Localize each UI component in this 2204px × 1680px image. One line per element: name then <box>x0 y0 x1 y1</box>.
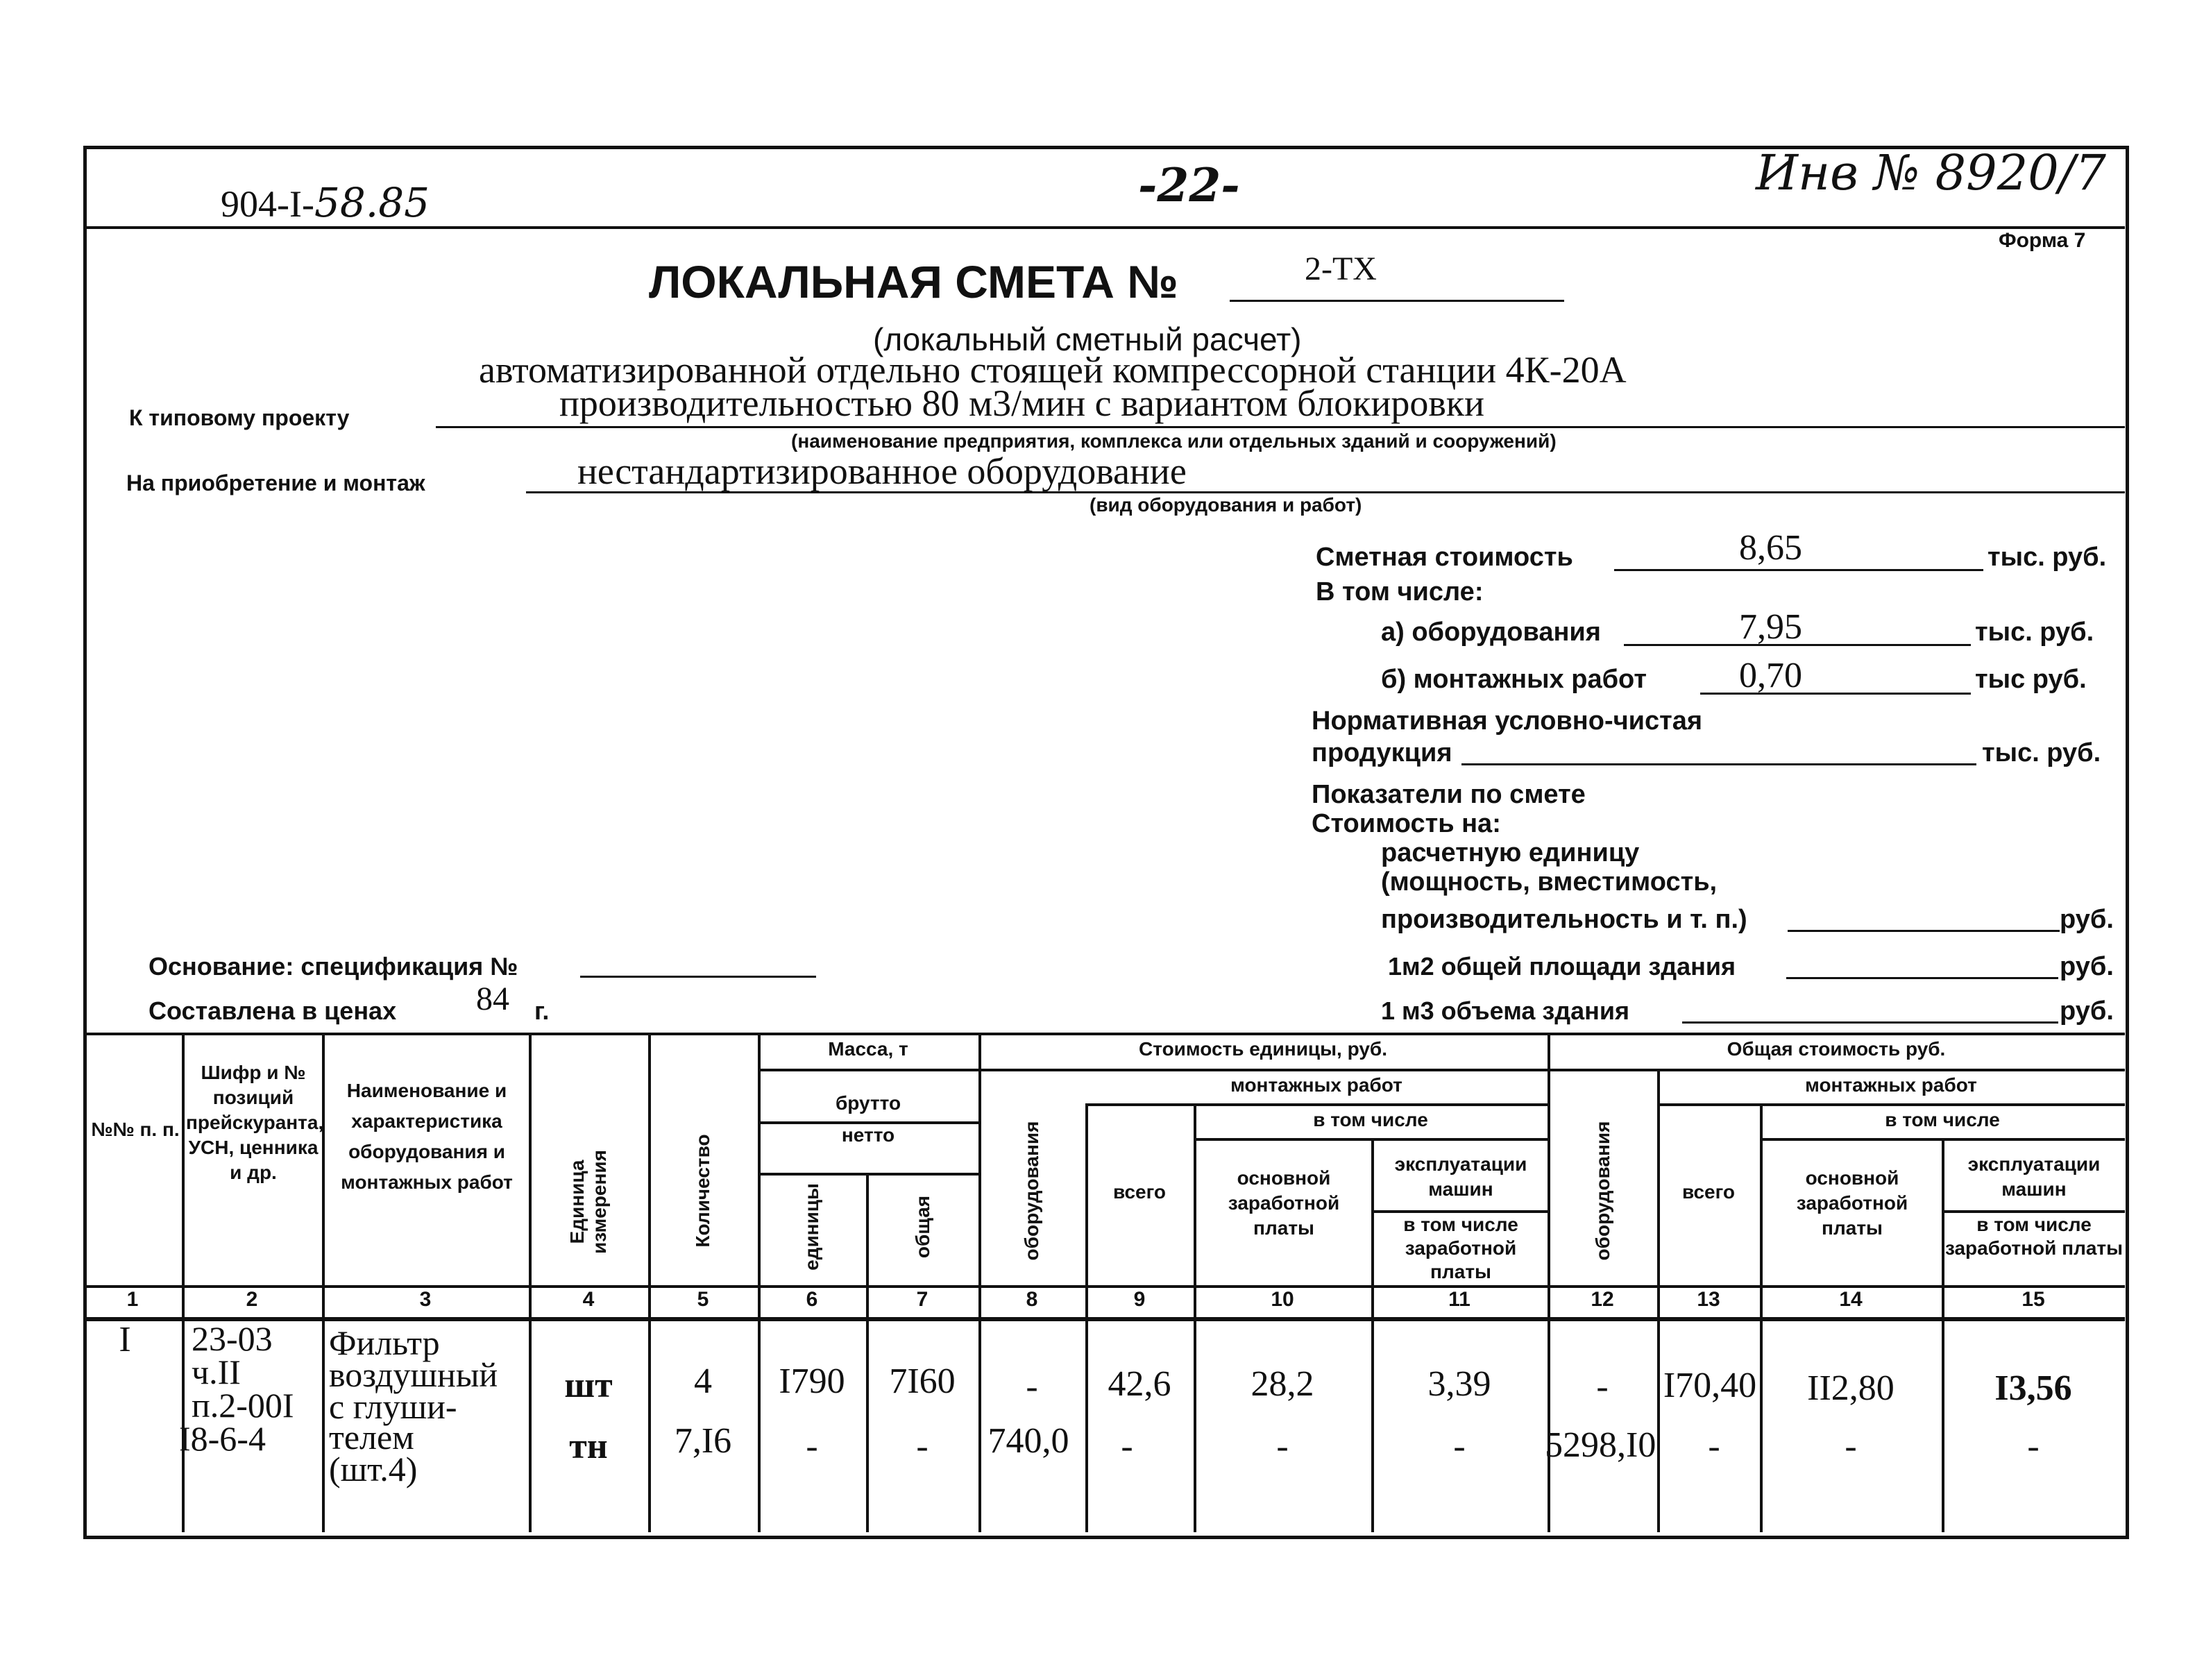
row-wage-1: 28,2 <box>1251 1364 1314 1404</box>
installation-value: 0,70 <box>1739 656 1802 695</box>
equipment-line <box>1624 644 1971 646</box>
colnum-4: 4 <box>582 1288 595 1311</box>
colnum-7: 7 <box>916 1288 929 1311</box>
h-brutto: брутто <box>835 1092 901 1114</box>
h-qty: Количество <box>692 1134 713 1248</box>
col-line-2 <box>322 1033 325 1532</box>
row-code-1: 23-03 <box>192 1319 273 1358</box>
colnum-6: 6 <box>806 1288 818 1311</box>
project-code <box>221 179 430 226</box>
row-tinst-1: I70,40 <box>1663 1366 1757 1405</box>
row-tmach-2: - <box>2027 1427 2040 1466</box>
colnum-10: 10 <box>1271 1288 1294 1311</box>
row-twage-1: II2,80 <box>1807 1368 1894 1408</box>
project-line <box>436 426 2125 428</box>
mass-sub-line <box>758 1069 978 1071</box>
prices-label: Составлена в ценах <box>149 996 397 1025</box>
title-subtitle: (локальный сметный расчет) <box>873 321 1302 357</box>
row-tinst-2: - <box>1708 1427 1720 1466</box>
row-equip-1: - <box>1026 1367 1038 1407</box>
per-m2-line <box>1786 977 2058 979</box>
row-mass-unit-1: I790 <box>779 1361 845 1401</box>
estimated-cost-line <box>1614 569 1983 571</box>
cost-for-label: Стоимость на: <box>1312 809 1501 838</box>
row-name-4: телем <box>329 1418 414 1457</box>
project-code-printed: 904-I- <box>221 183 314 225</box>
colnum-3: 3 <box>419 1288 432 1311</box>
row-inst-total-1: 42,6 <box>1108 1364 1171 1404</box>
purchase-value: нестандартизированное оборудование <box>577 450 1187 492</box>
row-code-4: I8-6-4 <box>179 1419 266 1458</box>
h-wage: основной заработной платы <box>1228 1167 1340 1239</box>
equipment-value: 7,95 <box>1739 607 1802 647</box>
colnum-9: 9 <box>1133 1288 1146 1311</box>
colnum-1: 1 <box>126 1288 139 1311</box>
h-name: Наименование и характеристика оборудования и монтажных работ <box>341 1080 513 1193</box>
row-tequip-1: - <box>1596 1367 1609 1407</box>
including-label: В том числе: <box>1316 577 1484 606</box>
equipment-unit: тыс. руб. <box>1975 618 2094 647</box>
row-qty-1: 4 <box>694 1361 712 1401</box>
h-t-equipment: оборудования <box>1592 1121 1613 1261</box>
unit-calc-1: расчетную единицу <box>1381 838 1640 867</box>
colnum-12: 12 <box>1591 1288 1614 1311</box>
row-mass-total-2: - <box>916 1427 929 1466</box>
h-t-install: монтажных работ <box>1805 1074 1977 1096</box>
per-m2-label: 1м2 общей площади здания <box>1388 952 1736 981</box>
row-name-1: Фильтр <box>329 1323 440 1362</box>
installation-line <box>1700 693 1971 695</box>
normative-unit: тыс. руб. <box>1982 738 2101 767</box>
incl-sub-line <box>1194 1138 1548 1141</box>
colnum-8: 8 <box>1026 1288 1038 1311</box>
table-top-line <box>83 1033 2125 1035</box>
unitcost-sub-line <box>978 1069 1548 1071</box>
unit-calc-2: (мощность, вместимость, <box>1381 867 1718 897</box>
unit-calc-unit: руб. <box>2060 905 2114 934</box>
equipment-label: а) оборудования <box>1381 618 1601 647</box>
row-equip-2: 740,0 <box>987 1421 1069 1461</box>
estimated-cost-value: 8,65 <box>1739 528 1802 568</box>
row-mach-1: 3,39 <box>1427 1364 1491 1404</box>
normative-label-2: продукция <box>1312 738 1452 767</box>
row-qty-2: 7,I6 <box>674 1421 732 1461</box>
row-unit-2: тн <box>569 1427 608 1466</box>
unit-calc-3: производительность и т. п.) <box>1381 905 1747 934</box>
row-inst-total-2: - <box>1121 1427 1133 1466</box>
purchase-line <box>526 491 2125 493</box>
project-caption: (наименование предприятия, комплекса или отдельных зданий и сооружений) <box>791 430 1557 452</box>
normative-label-1: Нормативная условно-чистая <box>1312 706 1703 736</box>
row-tequip-2: 5298,I0 <box>1545 1425 1656 1465</box>
colnum-13: 13 <box>1697 1288 1720 1311</box>
row-name-3: с глуши- <box>329 1387 457 1426</box>
page-number: -22- <box>1138 158 1240 212</box>
header-divider <box>83 226 2125 229</box>
colnum-bottom-line <box>83 1317 2125 1321</box>
basis-label: Основание: спецификация № <box>149 952 518 981</box>
row-twage-2: - <box>1845 1427 1857 1466</box>
project-code-handwritten: 58.85 <box>314 179 430 226</box>
per-m2-unit: руб. <box>2060 952 2114 981</box>
h-num: №№ п. п. <box>91 1119 180 1140</box>
h-equipment: оборудования <box>1021 1121 1042 1261</box>
basis-line <box>580 976 816 978</box>
row-unit-1: шт <box>564 1366 613 1405</box>
row-name-2: воздушный <box>329 1355 498 1394</box>
project-line-1: автоматизированной отдельно стоящей компрессорной станции 4К-20А <box>479 349 1627 391</box>
prices-suffix: г. <box>534 996 550 1025</box>
h-t-total: всего <box>1681 1181 1736 1203</box>
totcost-sub-line <box>1548 1069 2125 1071</box>
per-m3-label: 1 м3 объема здания <box>1381 996 1630 1025</box>
h-install: монтажных работ <box>1230 1074 1402 1096</box>
row-num: I <box>119 1320 131 1359</box>
per-m3-unit: руб. <box>2060 996 2114 1026</box>
form-label: Форма 7 <box>1999 229 2086 252</box>
estimated-cost-unit: тыс. руб. <box>1987 543 2107 572</box>
row-mass-total-1: 7I60 <box>889 1361 956 1401</box>
row-wage-2: - <box>1276 1427 1289 1466</box>
purchase-label: На приобретение и монтаж <box>126 470 425 495</box>
h-t-incl: в том числе <box>1885 1109 2000 1130</box>
project-label: К типовому проекту <box>129 405 350 430</box>
estimate-number-line <box>1230 300 1564 302</box>
tinstall-sub-line <box>1657 1103 2125 1106</box>
row-name-5: (шт.4) <box>329 1450 418 1488</box>
h-incl: в том числе <box>1313 1109 1428 1130</box>
prices-year: 84 <box>476 981 509 1017</box>
mass-split-line <box>758 1173 978 1176</box>
h-mass: Масса, т <box>828 1038 908 1060</box>
h-t-wage: основной заработной платы <box>1796 1167 1908 1239</box>
row-code-2: ч.II <box>192 1352 241 1391</box>
row-code-3: п.2-00I <box>192 1386 294 1425</box>
col-line-6 <box>866 1173 869 1532</box>
per-m3-line <box>1682 1021 2058 1024</box>
page-title: ЛОКАЛЬНАЯ СМЕТА № <box>649 256 1178 307</box>
colnum-2: 2 <box>246 1288 258 1311</box>
row-mass-unit-2: - <box>806 1427 818 1466</box>
colnum-14: 14 <box>1839 1288 1863 1311</box>
row-mach-2: - <box>1453 1427 1466 1466</box>
h-total-cost: Общая стоимость руб. <box>1727 1038 1946 1060</box>
h-code: Шифр и № позиций прейскуранта, УСН, ценника и др. <box>186 1062 324 1183</box>
h-netto: нетто <box>841 1124 895 1146</box>
h-total-mass: общая <box>912 1195 933 1259</box>
h-total: всего <box>1112 1181 1167 1203</box>
estimated-cost-label: Сметная стоимость <box>1316 543 1573 572</box>
indicators-label: Показатели по смете <box>1312 780 1586 809</box>
inventory-number: Инв № 8920/7 <box>1756 144 2106 201</box>
installation-label: б) монтажных работ <box>1381 665 1647 694</box>
project-line-2: производительностью 80 м3/мин с вариантом блокировки <box>559 382 1484 424</box>
colnum-11: 11 <box>1448 1288 1470 1311</box>
row-tmach-1: I3,56 <box>1994 1368 2072 1408</box>
h-t-machines: эксплуатации машин <box>1967 1153 2101 1200</box>
h-machines: эксплуатации машин <box>1394 1153 1527 1200</box>
installation-unit: тыс руб. <box>1975 665 2087 694</box>
tincl-sub-line <box>1760 1138 2125 1141</box>
h-unit-cost: Стоимость единицы, руб. <box>1139 1038 1387 1060</box>
purchase-caption: (вид оборудования и работ) <box>1090 494 1362 516</box>
h-t-machines-wage: в том числе заработной платы <box>1944 1214 2124 1259</box>
unit-calc-line <box>1788 930 2060 932</box>
install-sub-line <box>1085 1103 1548 1106</box>
h-unit: Единица измерения <box>566 1150 610 1254</box>
estimate-number: 2-ТХ <box>1305 251 1377 287</box>
colnum-5: 5 <box>697 1288 709 1311</box>
h-machines-wage: в том числе заработной платы <box>1403 1214 1518 1282</box>
normative-line <box>1461 763 1976 765</box>
h-unit-mass: единицы <box>801 1183 822 1271</box>
colnum-15: 15 <box>2021 1288 2045 1311</box>
